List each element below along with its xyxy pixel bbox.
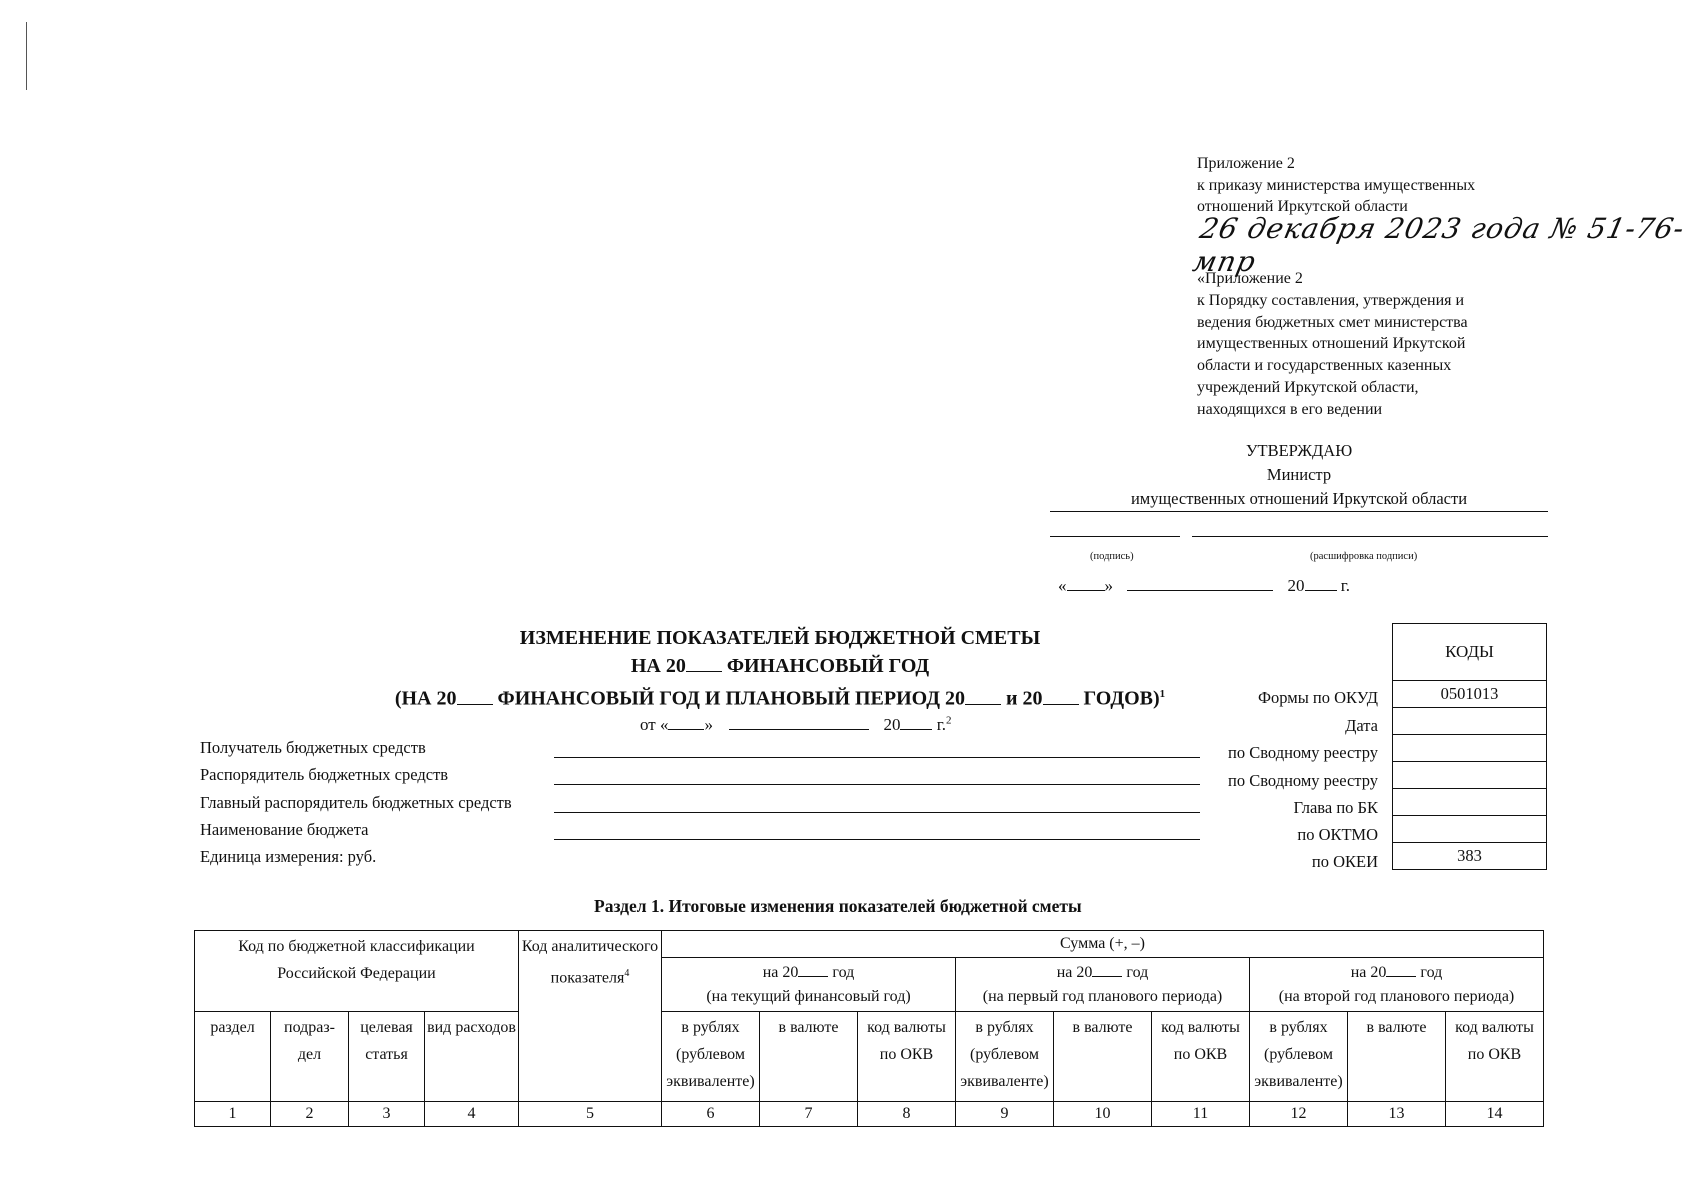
year-suffix: год (832, 964, 855, 981)
annex-line: ведения бюджетных смет министерства (1197, 313, 1468, 331)
codes-table (1392, 623, 1547, 870)
year-blank (965, 688, 1001, 705)
field-recipient-line (554, 757, 1200, 758)
col-currency-first: в валюте (1054, 1012, 1152, 1102)
quote-open: « (1058, 576, 1067, 595)
approve-title: УТВЕРЖДАЮ (1245, 441, 1353, 460)
period-current-label: (на текущий финансовый год) (706, 988, 911, 1005)
title-and: и 20 (1006, 687, 1043, 710)
document-date (640, 713, 952, 735)
approval-date (1058, 574, 1350, 596)
code-okud[interactable]: 0501013 (1393, 681, 1547, 708)
footnote-1: 1 (1159, 688, 1166, 700)
code-bk[interactable] (1393, 789, 1547, 816)
annex-line: отношений Иркутской области (1197, 198, 1408, 215)
period-second-label: (на второй год планового периода) (1278, 988, 1515, 1005)
title-line-2 (330, 652, 1230, 680)
col-number: 12 (1250, 1102, 1348, 1127)
col-currency-second: в валюте (1348, 1012, 1446, 1102)
header-period-second (1250, 958, 1544, 1012)
col-number: 7 (760, 1102, 858, 1127)
col-number: 10 (1054, 1102, 1152, 1127)
scan-margin-mark (26, 22, 27, 90)
field-budget-name: Наименование бюджета (200, 820, 369, 839)
title-year-prefix: НА 20 (630, 655, 686, 677)
year-suffix: г. (1340, 576, 1351, 595)
title-line-3 (330, 680, 1230, 713)
year-suffix: год (1420, 964, 1443, 981)
code-label-register: по Сводному реестру (1228, 743, 1378, 762)
field-chief-manager-line (554, 812, 1200, 813)
code-register-2[interactable] (1393, 762, 1547, 789)
year-blank (1386, 960, 1416, 977)
field-unit: Единица измерения: руб. (200, 847, 377, 866)
col-target-item: целевая статья (349, 1012, 425, 1102)
col-section: раздел (195, 1012, 271, 1102)
field-recipient: Получатель бюджетных средств (200, 738, 426, 757)
day-blank (1067, 574, 1105, 591)
document-title (330, 624, 1230, 713)
code-label-okud: Формы по ОКУД (1257, 688, 1378, 707)
col-okv-current: код валюты по ОКВ (858, 1012, 956, 1102)
code-okei[interactable]: 383 (1393, 843, 1547, 870)
col-number: 9 (956, 1102, 1054, 1127)
signature-decode-line (1192, 536, 1548, 537)
col-number: 13 (1348, 1102, 1446, 1127)
annex-header (1197, 153, 1475, 218)
year-suffix: год (1126, 964, 1149, 981)
approval-block (1048, 439, 1550, 512)
approve-organization: имущественных отношений Иркутской области (1050, 487, 1548, 512)
header-period-first (956, 958, 1250, 1012)
field-budget-name-line (554, 839, 1200, 840)
col-okv-first: код валюты по ОКВ (1152, 1012, 1250, 1102)
col-number: 5 (519, 1102, 662, 1127)
year-prefix: на 20 (762, 964, 799, 981)
code-label-okei: по ОКЕИ (1311, 852, 1378, 871)
analytic-label: Код аналитического показателя (521, 938, 659, 987)
footnote-2: 2 (946, 714, 952, 727)
field-manager-line (554, 784, 1200, 785)
header-bk-code: Код по бюджетной классификации Российской Федерации (195, 931, 519, 1012)
col-number: 6 (662, 1102, 760, 1127)
code-label-bk: Глава по БК (1293, 798, 1378, 817)
col-number: 11 (1152, 1102, 1250, 1127)
title-years: ГОДОВ) (1083, 687, 1160, 710)
col-okv-second: код валюты по ОКВ (1446, 1012, 1544, 1102)
section-title: Раздел 1. Итоговые изменения показателей бюджетной сметы (594, 896, 1082, 916)
year-prefix: 20 (883, 715, 901, 734)
header-period-current (662, 958, 956, 1012)
signature-line (1050, 536, 1180, 537)
title-line-1: ИЗМЕНЕНИЕ ПОКАЗАТЕЛЕЙ БЮДЖЕТНОЙ СМЕТЫ (519, 627, 1041, 649)
field-chief-manager: Главный распорядитель бюджетных средств (200, 793, 512, 812)
quote-close: » (704, 715, 713, 734)
day-blank (668, 713, 704, 730)
year-blank (1092, 960, 1122, 977)
annex-line: имущественных отношений Иркутской (1197, 335, 1466, 353)
annex-line: Приложение 2 (1197, 155, 1295, 172)
title-financial-year: ФИНАНСОВЫЙ ГОД (726, 655, 930, 677)
quote-close: » (1104, 576, 1113, 595)
title-planning-period: ФИНАНСОВЫЙ ГОД И ПЛАНОВЫЙ ПЕРИОД 20 (497, 687, 965, 710)
year-prefix: на 20 (1056, 964, 1093, 981)
annex-line: области и государственных казенных (1197, 357, 1452, 375)
year-blank (1305, 574, 1337, 591)
month-blank (1127, 574, 1273, 591)
annex-line: находящихся в его ведении (1197, 400, 1383, 418)
year-blank (798, 960, 828, 977)
month-blank (729, 713, 869, 730)
date-from: от « (640, 715, 669, 734)
col-rub-second: в рублях (рублевом эквиваленте) (1250, 1012, 1348, 1102)
code-label-oktmo: по ОКТМО (1297, 825, 1378, 844)
annex-line: «Приложение 2 (1197, 270, 1303, 287)
period-first-label: (на первый год планового периода) (982, 988, 1223, 1005)
col-subsection: подраз-дел (271, 1012, 349, 1102)
year-blank (1043, 688, 1079, 705)
code-register[interactable] (1393, 735, 1547, 762)
col-number: 3 (349, 1102, 425, 1127)
year-blank (686, 655, 722, 672)
col-number: 8 (858, 1102, 956, 1127)
header-sum: Сумма (+, –) (662, 931, 1544, 958)
code-date[interactable] (1393, 708, 1547, 735)
col-number: 1 (195, 1102, 271, 1127)
approve-position: Министр (1266, 465, 1332, 484)
annex-line: к приказу министерства имущественных (1197, 176, 1476, 194)
year-prefix: на 20 (1350, 964, 1387, 981)
budget-changes-table (194, 930, 1544, 1127)
col-number: 4 (425, 1102, 519, 1127)
header-analytic-code (519, 931, 662, 1102)
signature-caption: (подпись) (1090, 551, 1134, 562)
annex-procedure-header (1197, 268, 1468, 421)
year-blank (900, 713, 932, 730)
col-expense-type: вид расходов (425, 1012, 519, 1102)
signature-decode-caption: (расшифровка подписи) (1310, 551, 1418, 562)
annex-line: учреждений Иркутской области, (1197, 378, 1419, 396)
field-manager: Распорядитель бюджетных средств (200, 765, 449, 784)
code-label-date: Дата (1345, 716, 1378, 735)
col-rub-current: в рублях (рублевом эквиваленте) (662, 1012, 760, 1102)
annex-line: к Порядку составления, утверждения и (1197, 291, 1465, 309)
codes-header: КОДЫ (1393, 624, 1547, 681)
year-suffix: г. (936, 715, 947, 734)
col-number: 14 (1446, 1102, 1544, 1127)
footnote-4: 4 (624, 968, 630, 979)
year-blank (457, 688, 493, 705)
title-year-prefix: (НА 20 (394, 687, 457, 710)
col-number: 2 (271, 1102, 349, 1127)
col-currency-current: в валюте (760, 1012, 858, 1102)
code-label-register-2: по Сводному реестру (1228, 771, 1378, 790)
code-oktmo[interactable] (1393, 816, 1547, 843)
col-rub-first: в рублях (рублевом эквиваленте) (956, 1012, 1054, 1102)
handwritten-order-date: 26 декабря 2023 года № 51-76-мпр (1189, 212, 1688, 278)
year-prefix: 20 (1287, 576, 1305, 595)
